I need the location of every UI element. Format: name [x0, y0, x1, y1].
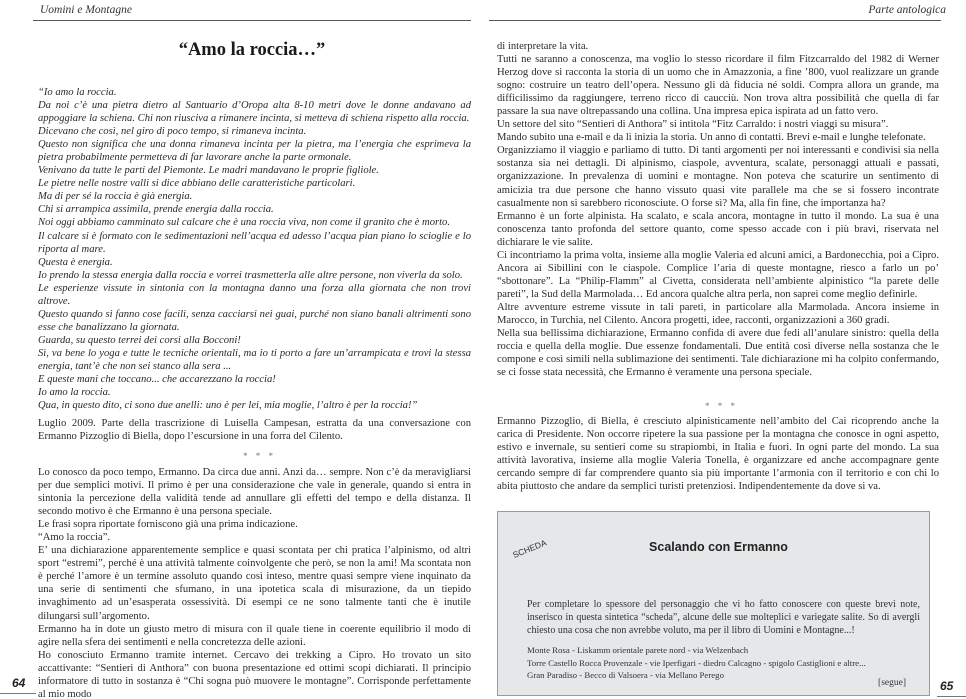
quote-block [38, 86, 471, 412]
scheda-tag: SCHEDA [511, 537, 548, 560]
quote-line: Qua, in questo dito, ci sono due anelli: uno è per lei, mia moglie, l’altro è per la roccia!” [38, 400, 418, 412]
quote-line: Chi si arrampica assimila, prende energia dalla roccia. [38, 204, 274, 216]
scheda-title: Scalando con Ermanno [649, 540, 788, 554]
page-number: 64 [12, 676, 26, 690]
paragraph: E’ una dichiarazione apparentemente semplice e quasi scontata per chi pratica l’alpinismo, od altri sport “estremi”, perché è una attività talmente coinvolgente che però, se non la ami! Ma scontata non è perché l’amore è un termine assoluto quando così inteso, mentre quasi sempre viene inquinato da una serie di sentimenti che sfumano, in una ipotetica scala di misurazione, da un tiepido invaghimento ad un’esasperata ossessività. Di esempi ce ne sono talmente tanti che è inutile dilungarsi sull’argomento. [38, 545, 471, 622]
footer-rule [937, 696, 966, 697]
quote-line: Guarda, su questo terrei dei corsi alla Bocconi! [38, 334, 241, 346]
climb-item: Monte Rosa - Liskamm orientale parete nord - via Welzenbach [527, 645, 749, 655]
quote-line: Il calcare si è formato con le sedimentazioni nell’acqua ed adesso l’acqua pian piano lo scioglie e lo riporta al mare. [38, 230, 471, 255]
paragraph: di interpretare la vita. [497, 41, 589, 52]
quote-line: Venivano da tutte le parti del Piemonte. Le madri mandavano le proprie figliole. [38, 165, 379, 177]
paragraph: Mando subito una e-mail e da lì inizia la storia. Un anno di contatti. Brevi e-mail e lunghe telefonate. [497, 132, 926, 144]
quote-line: “Io amo la roccia. [38, 87, 117, 98]
header-rule [489, 20, 941, 21]
paragraph: Ho conosciuto Ermanno tramite internet. Cercavo dei trekking a Cipro. Ho trovato un sito accattivante: “Sentieri di Anthora” con buona presentazione ed ottimi scopi dichiarati. Il principio informatore di tutto in sostanza è “Chi sogna può muovere le montagne”. Corrisponde perfettamente al mio modo [38, 649, 471, 699]
quote-line: Le pietre nelle nostre valli si dice abbiano delle caratteristiche particolari. [38, 178, 356, 190]
footer-rule [0, 693, 36, 694]
climb-item: Gran Paradiso - Becco di Valsoera - via Mellano Perego [527, 670, 724, 680]
running-head: Parte antologica [868, 4, 946, 16]
paragraph: Ermanno ha in dote un giusto metro di misura con il quale tiene in coerente equilibrio il modo di agire nella sfera dei sentimenti e nella concretezza delle azioni. [38, 623, 471, 648]
section-separator: * * * [705, 401, 738, 411]
continued-marker: [segue] [878, 678, 906, 688]
quote-line: Questo non significa che una donna rimaneva incinta per la pietra, ma l’energia che esprimeva la pietra probabilmente permetteva di far lavorare anche la parte ormonale. [38, 139, 471, 164]
quote-line: Io amo la roccia. [38, 387, 111, 399]
climbs-list [527, 644, 920, 682]
quote-line: Questo quando si fanno cose facili, senza cacciarsi nei guai, purché non siano banali altrimenti sono esse che banalizzano la giornata. [38, 308, 471, 333]
quote-line: Questa è energia. [38, 256, 113, 268]
paragraph: “Amo la roccia”. [38, 532, 111, 544]
body-text [497, 40, 939, 379]
running-head: Uomini e Montagne [40, 4, 132, 16]
paragraph: Ermanno è un forte alpinista. Ha scalato, e scala ancora, montagne in tutto il mondo. La sua è una conoscenza tanto profonda del settore quanto, come spesso accade con i più bravi, riservata nel dichiarare le vie salite. [497, 210, 939, 248]
quote-line: Io prendo la stessa energia dalla roccia e vorrei trasmetterla alle altre persone, non viverla da solo. [38, 269, 463, 281]
bio-text [497, 415, 939, 493]
quote-line: Da noi c’è una pietra dietro al Santuario d’Oropa alta 8-10 metri dove le donne andavano ad appoggiare la schiena. Chi non riusciva a rimanere incinta, si metteva di schiena rispetto alla roccia. [38, 100, 471, 125]
quote-line: Noi oggi abbiamo camminato sul calcare che è una roccia viva, non come il granito che è morto. [38, 217, 450, 229]
right-page [483, 0, 966, 699]
section-separator: * * * [243, 451, 276, 461]
scheda-intro: Per completare lo spessore del personaggio che vi ho fatto conoscere con queste brevi note, inserisco in questa sintetica “scheda”, alcune delle sue molteplici e variegate salite. So di avergli chiesto una cosa che non avrebbe voluto, ma per il libro di Uomini e Montagne...! [527, 599, 920, 636]
article-title: “Amo la roccia…” [178, 40, 326, 60]
climb-item: Torre Castello Rocca Provenzale - vie Iperfigari - diedro Calcagno - spigolo Castiglioni e altre... [527, 657, 866, 668]
paragraph: Ermanno Pizzoglio, di Biella, è cresciuto alpinisticamente nell’ambito del Cai ricoprendo anche la carica di Presidente. Non occorre ripetere la sua passione per la montagna che conosce in ogni aspetto, estivo e invernale, su sentieri come su strapiombi, in Italia e fuori. In ogni parte del mondo. La sua attività lavorativa, insieme alla moglie Valeria Tonella, è organizzare ed anche accompagnare gente cercando sempre di far comprendere quanto sia più importante l’armonia con il territorio e con chi lo abita piuttosto che andare da semplici turisti pretenziosi. Indipendentemente da dove si va. [497, 416, 939, 493]
paragraph: Organizziamo il viaggio e parliamo di tutto. Di tanti argomenti per noi interessanti e condivisi sia nella sostanza sia nei dettagli. Di alpinismo, ciaspole, avventura, scalate, personaggi attuali e passati, organizzazione. In prevalenza di uomini e montagne. Non poteva che scaturire un sentimento di amicizia tra due persone che hanno vissuto quasi vite parallele ma che se si fossero incontrate casualmente non si sarebbero riconosciute. O forse sì? Ma, alla fin fine, che importanza ha? [497, 145, 939, 209]
caption-text: Luglio 2009. Parte della trascrizione di Luisella Campesan, estratta da una conversazione con Ermanno Pizzoglio di Biella, dopo l’escursione in una forra del Cilento. [38, 418, 471, 443]
quote-line: Dicevano che così, nel giro di poco tempo, si rimaneva incinta. [38, 126, 307, 138]
quote-line: E queste mani che toccano... che accarezzano la roccia! [38, 374, 276, 386]
scheda-box [497, 511, 930, 696]
quote-caption [38, 417, 471, 443]
quote-line: Le esperienze vissute in sintonia con la montagna danno una forza alla giornata che non trovi altrove. [38, 282, 471, 307]
page-number: 65 [940, 679, 954, 693]
paragraph: Ci incontriamo la prima volta, insieme alla moglie Valeria ed alcuni amici, a Bardonecchia, poi a Cipro. Ancora ai Sibillini con le ciaspole. Complice l’aria di queste montagne, riesco a farlo un po’ “sbottonare”. La “Philip-Flamm” al Civetta, considerata nell’ambiente alpinistico “la parete delle pareti”, la Sud della Marmolada… Ed ancora qualche altra perla, non saprei come meglio definirle. [497, 249, 939, 300]
paragraph: Tutti ne saranno a conoscenza, ma voglio lo stesso ricordare il film Fitzcarraldo del 1982 di Werner Herzog dove si racconta la storia di un uomo che in Amazzonia, a fine ’800, vuol realizzare un grande sogno: costruire un teatro dell’opera. Nessuno gli dà fiducia né soldi. Compra allora un grande, ma difficilissimo da raggiungere, terreno ricco di caucciù. Non trova altra possibilità che quella di far passare la sua nave oltrepassando una collina. Una impresa epica ispirata ad un fatto vero. [497, 54, 939, 118]
paragraph: Le frasi sopra riportate forniscono già una prima indicazione. [38, 519, 298, 531]
paragraph: Lo conosco da poco tempo, Ermanno. Da circa due anni. Anzi da… sempre. Non c’è da meravigliarsi per due semplici motivi. Il primo è per una considerazione che vale in generale, quando si entra in sintonia la percezione della validità tende ad annullare gli effetti del tempo e della distanza. Il secondo motivo è che Ermanno è una persona speciale. [38, 467, 471, 518]
paragraph: Nella sua bellissima dichiarazione, Ermanno confida di avere due fedi all’anulare sinistro: quella della roccia e quella della moglie. Due essenze fondamentali. Due entità così diverse nella sostanza che le compone e così simili nella sublimazione dei sentimenti. Tale dichiarazione mi ha colpito confermando, se ci fosse stata necessità, che Ermanno è veramente una persona speciale. [497, 328, 939, 379]
header-rule [33, 20, 471, 21]
paragraph: Un settore del sito “Sentieri di Anthora” si intitola “Fitz Carraldo: i nostri viaggi su misura”. [497, 119, 889, 131]
quote-line: Sì, va bene lo yoga e tutte le tecniche orientali, ma io ti porto a fare un’arrampicata e trovi la stessa energia, tant’è che non sei stanco alla sera ... [38, 347, 471, 372]
body-text [38, 466, 471, 699]
quote-line: Ma di per sé la roccia è già energia. [38, 191, 193, 203]
paragraph: Altre avventure estreme vissute in tali pareti, in particolare alla Marmolada. Ancora insieme in Marocco, in Turchia, nel Cilento. Ancora progetti, idee, racconti, organizzazioni a 360 gradi. [497, 301, 939, 326]
